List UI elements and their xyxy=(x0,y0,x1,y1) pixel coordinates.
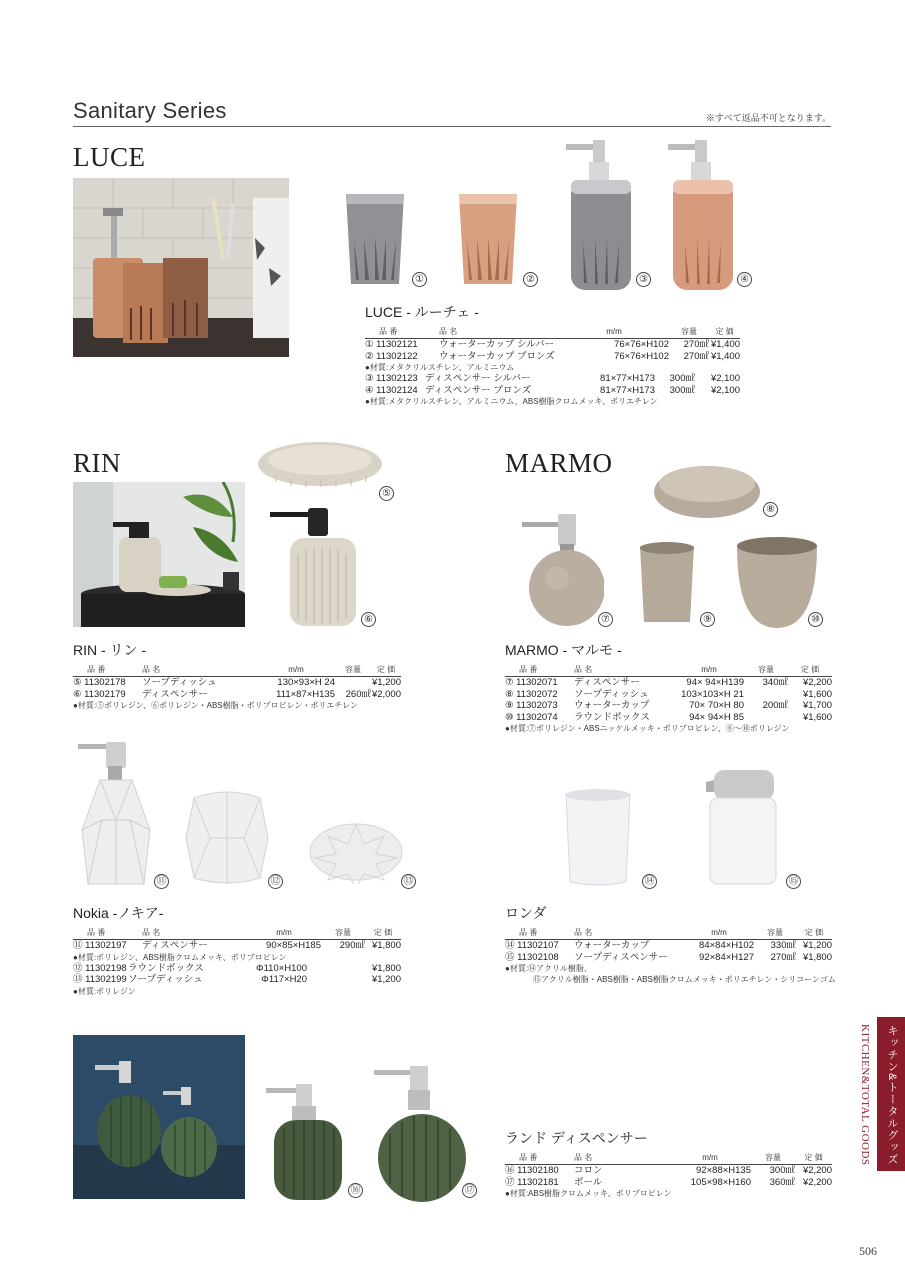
rin-lifestyle-photo xyxy=(73,482,245,627)
cell-price: ¥2,000 xyxy=(371,688,401,700)
cell-code: ⑨ 11302073 xyxy=(505,700,558,711)
header-code: 品 番 xyxy=(365,326,439,339)
item-number-15: ⑮ xyxy=(786,874,801,889)
table-row xyxy=(73,689,401,701)
table-header-row xyxy=(73,927,401,940)
table-row xyxy=(365,385,740,397)
cell-capacity: 330㎖ xyxy=(770,940,796,951)
return-note: ※すべて返品不可となります。 xyxy=(705,113,831,123)
header-code: 品 番 xyxy=(73,664,142,677)
ronda-material-2: ⑮アクリル樹脂・ABS樹脂・ABS樹脂クロムメッキ・ポリエチレン・シリコーンゴム xyxy=(533,975,836,984)
cell-name: ウォーターカップ xyxy=(574,940,650,951)
rin-subtitle: RIN - リン - xyxy=(73,642,147,658)
nokia-spec-table xyxy=(73,927,401,952)
cell-name: ディスペンサー xyxy=(574,677,640,688)
cell-price: ¥1,200 xyxy=(371,677,401,688)
marmo-subtitle: MARMO - マルモ - xyxy=(505,642,622,658)
header-code: 品 番 xyxy=(505,1152,574,1165)
header-capacity: 容量 xyxy=(751,1152,795,1165)
cell-code: ① 11302121 xyxy=(365,339,418,350)
marmo-spec-table xyxy=(505,664,832,723)
rand-lifestyle-photo xyxy=(73,1035,245,1199)
cell-capacity: 270㎖ xyxy=(683,339,709,350)
item-number-14: ⑭ xyxy=(642,874,657,889)
table-row xyxy=(505,1165,832,1177)
cell-price: ¥2,200 xyxy=(802,677,832,688)
cell-code: ⑥ 11302179 xyxy=(73,688,126,700)
cell-name: ウォーターカップ xyxy=(574,700,650,711)
cell-code: ⑮ 11302108 xyxy=(505,951,559,963)
marmo-spec-block xyxy=(505,664,832,734)
marmo-round-box-image xyxy=(734,534,820,628)
marmo-title: MARMO xyxy=(505,448,613,478)
cell-name: ディスペンサー ブロンズ xyxy=(425,384,532,396)
cell-name: ソープディッシュ xyxy=(142,677,217,688)
cell-price: ¥1,200 xyxy=(802,940,832,951)
cell-price: ¥1,400 xyxy=(710,339,740,350)
cell-price: ¥1,700 xyxy=(802,700,832,711)
rand-subtitle: ランド ディスペンサー xyxy=(505,1130,648,1146)
cell-capacity: 270㎖ xyxy=(770,951,796,963)
item-number-5: ⑤ xyxy=(379,486,394,501)
nokia-material-1: ●材質:ポリレジン、ABS樹脂クロムメッキ、ポリプロピレン xyxy=(73,952,287,962)
cell-capacity: 300㎖ xyxy=(669,384,695,396)
luce-dispenser-silver-image xyxy=(563,138,639,294)
table-header-row xyxy=(73,664,401,677)
cell-capacity: 360㎖ xyxy=(769,1176,795,1188)
luce-lifestyle-photo xyxy=(73,178,289,357)
table-header-row xyxy=(505,664,832,677)
table-header-row xyxy=(505,1152,832,1165)
cell-price: ¥1,800 xyxy=(371,940,401,951)
cell-size: 103×103×H 21 xyxy=(681,688,744,700)
cell-code: ⑧ 11302072 xyxy=(505,688,558,700)
category-side-tab xyxy=(877,1017,905,1171)
header-size: m/m xyxy=(669,1152,751,1165)
cell-capacity: 270㎖ xyxy=(683,350,709,362)
item-number-3: ③ xyxy=(636,272,651,287)
header-name: 品 名 xyxy=(574,1152,669,1165)
header-name: 品 名 xyxy=(574,664,674,677)
header-price: 定 価 xyxy=(709,326,740,339)
header-size: m/m xyxy=(559,326,669,339)
page-number: 506 xyxy=(859,1244,877,1258)
item-number-2: ② xyxy=(523,272,538,287)
cell-code: ⑬ 11302199 xyxy=(73,974,127,985)
header-code: 品 番 xyxy=(505,927,574,940)
cell-code: ⑭ 11302107 xyxy=(505,940,559,951)
cell-code: ③ 11302123 xyxy=(365,373,418,384)
cell-size: Φ110×H100 xyxy=(256,962,307,974)
cell-price: ¥1,600 xyxy=(802,711,832,723)
cell-size: 94× 94×H 85 xyxy=(689,711,744,723)
cell-price: ¥2,100 xyxy=(710,384,740,396)
rand-ball-dispenser-image xyxy=(374,1064,470,1204)
cell-name: ディスペンサー xyxy=(142,940,208,951)
rin-material: ●材質:⑤ポリレジン、⑥ポリレジン・ABS樹脂・ポリプロピレン・ポリエチレン xyxy=(73,701,358,710)
cell-capacity: 300㎖ xyxy=(769,1165,795,1176)
cell-capacity xyxy=(335,677,371,689)
cell-code: ⑤ 11302178 xyxy=(73,677,126,688)
header-capacity: 容量 xyxy=(669,326,709,339)
table-row xyxy=(505,952,832,964)
cell-capacity: 300㎖ xyxy=(669,373,695,384)
header-capacity: 容量 xyxy=(744,664,788,677)
cell-code: ② 11302122 xyxy=(365,350,418,362)
header-name: 品 名 xyxy=(439,326,559,339)
marmo-water-cup-image xyxy=(636,540,698,626)
rand-material: ●材質:ABS樹脂クロムメッキ、ポリプロピレン xyxy=(505,1189,672,1198)
marmo-material: ●材質:⑦ポリレジン・ABSニッケルメッキ・ポリプロピレン、⑧〜⑩ポリレジン xyxy=(505,724,790,733)
rin-spec-block xyxy=(73,664,401,711)
cell-capacity: 340㎖ xyxy=(762,677,788,688)
rand-spec-block xyxy=(505,1152,832,1199)
category-tab-label: キッチン&トータルグッズ xyxy=(886,1025,898,1166)
table-row xyxy=(505,700,832,712)
luce-spec-table-2 xyxy=(365,373,740,396)
cell-capacity xyxy=(307,974,351,986)
cell-price: ¥2,100 xyxy=(710,373,740,384)
table-row xyxy=(505,940,832,952)
rand-colon-dispenser-image xyxy=(266,1082,350,1202)
item-number-4: ④ xyxy=(737,272,752,287)
nokia-round-box-image xyxy=(184,790,270,886)
header-name: 品 名 xyxy=(142,664,257,677)
luce-dispenser-bronze-image xyxy=(665,138,741,294)
cell-size: 84×84×H102 xyxy=(699,940,754,951)
cell-size: 105×98×H160 xyxy=(690,1176,751,1188)
cell-code: ⑪ 11302197 xyxy=(73,940,127,951)
ronda-spec-block xyxy=(505,927,836,985)
cell-size: 70× 70×H 80 xyxy=(689,700,744,711)
table-row xyxy=(365,351,740,363)
cell-size: 76×76×H102 xyxy=(614,350,669,362)
cell-capacity xyxy=(744,689,788,701)
cell-code: ⑯ 11302180 xyxy=(505,1165,559,1176)
cell-price: ¥1,800 xyxy=(371,962,401,974)
marmo-soap-dish-image xyxy=(652,456,762,520)
cell-name: ディスペンサー xyxy=(142,688,208,700)
cell-name: ウォーターカップ シルバー xyxy=(439,339,555,350)
cell-code: ④ 11302124 xyxy=(365,384,418,396)
cell-price: ¥2,200 xyxy=(802,1165,832,1176)
ronda-material-1: ●材質:⑭アクリル樹脂、 xyxy=(505,964,592,973)
cell-name: ウォーターカップ ブロンズ xyxy=(439,350,555,362)
cell-name: ラウンドボックス xyxy=(574,711,650,723)
table-row xyxy=(73,677,401,689)
rin-title: RIN xyxy=(73,448,121,478)
table-row xyxy=(73,974,401,986)
luce-spec-table xyxy=(365,326,740,362)
ronda-water-cup-image xyxy=(562,786,634,888)
luce-material-1: ●材質:メタクリルスチレン、アルミニウム xyxy=(365,363,515,372)
table-row xyxy=(365,373,740,385)
cell-price: ¥1,400 xyxy=(710,350,740,362)
luce-spec-block xyxy=(365,326,740,407)
header-capacity: 容量 xyxy=(754,927,796,940)
nokia-spec-table-2 xyxy=(73,963,401,986)
cell-capacity: 290㎖ xyxy=(339,940,365,951)
table-row xyxy=(505,1177,832,1189)
series-title: Sanitary Series xyxy=(73,98,227,123)
cell-name: ボール xyxy=(574,1176,603,1188)
header-price: 定 価 xyxy=(796,927,832,940)
table-row xyxy=(73,940,401,952)
header-name: 品 名 xyxy=(574,927,684,940)
header-price: 定 価 xyxy=(795,1152,832,1165)
rin-dispenser-image xyxy=(270,504,360,628)
item-number-13: ⑬ xyxy=(401,874,416,889)
ronda-subtitle: ロンダ xyxy=(505,905,547,921)
header-capacity: 容量 xyxy=(335,664,371,677)
luce-title: LUCE xyxy=(73,142,146,172)
header-size: m/m xyxy=(684,927,754,940)
header-name: 品 名 xyxy=(142,927,247,940)
header-code: 品 番 xyxy=(505,664,574,677)
rin-spec-table xyxy=(73,664,401,700)
cell-size: Φ117×H20 xyxy=(261,974,307,985)
cell-size: 130×93×H 24 xyxy=(277,677,335,688)
marmo-dispenser-image xyxy=(522,512,604,628)
header-price: 定 価 xyxy=(365,927,401,940)
cell-code: ⑰ 11302181 xyxy=(505,1176,559,1188)
cell-price: ¥1,800 xyxy=(802,951,832,963)
nokia-soap-dish-image xyxy=(308,816,404,884)
cell-size: 90×85×H185 xyxy=(266,940,321,951)
cell-size: 92×84×H127 xyxy=(699,951,754,963)
cell-capacity: 200㎖ xyxy=(762,700,788,711)
cell-size: 81×77×H173 xyxy=(600,384,655,396)
table-row xyxy=(505,712,832,724)
title-rule xyxy=(73,126,831,127)
cell-size: 81×77×H173 xyxy=(600,373,655,384)
rand-spec-table xyxy=(505,1152,832,1188)
item-number-10: ⑩ xyxy=(808,612,823,627)
cell-capacity: 260㎖ xyxy=(345,688,371,700)
cell-name: コロン xyxy=(574,1165,603,1176)
table-header-row xyxy=(505,927,832,940)
cell-name: ラウンドボックス xyxy=(128,962,204,974)
ronda-spec-table xyxy=(505,927,832,963)
cell-size: 92×88×H135 xyxy=(696,1165,751,1176)
nokia-material-2: ●材質:ポリレジン xyxy=(73,986,136,996)
item-number-7: ⑦ xyxy=(598,612,613,627)
item-number-11: ⑪ xyxy=(154,874,169,889)
header-capacity: 容量 xyxy=(321,927,365,940)
cell-code: ⑩ 11302074 xyxy=(505,711,558,723)
luce-cup-silver-image xyxy=(340,190,410,288)
nokia-subtitle: Nokia -ノキア- xyxy=(73,905,164,921)
item-number-12: ⑫ xyxy=(268,874,283,889)
header-size: m/m xyxy=(674,664,744,677)
cell-code: ⑫ 11302198 xyxy=(73,962,127,974)
cell-size: 76×76×H102 xyxy=(614,339,669,350)
header-size: m/m xyxy=(247,927,321,940)
item-number-17: ⑰ xyxy=(462,1183,477,1198)
header-size: m/m xyxy=(257,664,335,677)
header-code: 品 番 xyxy=(73,927,142,940)
cell-capacity xyxy=(307,963,351,975)
nokia-dispenser-image xyxy=(78,740,154,886)
item-number-1: ① xyxy=(412,272,427,287)
item-number-16: ⑯ xyxy=(348,1183,363,1198)
table-header-row xyxy=(365,326,740,339)
cell-price: ¥1,600 xyxy=(802,688,832,700)
item-number-6: ⑥ xyxy=(361,612,376,627)
table-row xyxy=(505,689,832,701)
table-row xyxy=(505,677,832,689)
luce-subtitle: LUCE - ルーチェ - xyxy=(365,304,479,320)
cell-size: 111×87×H135 xyxy=(276,688,335,700)
item-number-9: ⑨ xyxy=(700,612,715,627)
header-price: 定 価 xyxy=(788,664,832,677)
cell-size: 94× 94×H139 xyxy=(686,677,744,688)
rin-soap-dish-image xyxy=(256,436,384,496)
cell-name: ソープディッシュ xyxy=(574,688,649,700)
category-english-label: KITCHEN&TOTAL GOODS xyxy=(859,1024,871,1166)
cell-name: ソープディッシュ xyxy=(128,974,203,985)
table-row xyxy=(365,339,740,351)
luce-material-2: ●材質:メタクリルスチレン、アルミニウム、ABS樹脂クロムメッキ、ポリエチレン xyxy=(365,397,658,406)
luce-cup-bronze-image xyxy=(453,190,523,288)
cell-capacity xyxy=(744,712,788,724)
cell-name: ソープディスペンサー xyxy=(574,951,668,963)
cell-code: ⑦ 11302071 xyxy=(505,677,558,688)
cell-name: ディスペンサー シルバー xyxy=(425,373,531,384)
ronda-soap-dispenser-image xyxy=(704,768,780,888)
cell-price: ¥2,200 xyxy=(802,1176,832,1188)
header-price: 定 価 xyxy=(371,664,401,677)
item-number-8: ⑧ xyxy=(763,502,778,517)
cell-price: ¥1,200 xyxy=(371,974,401,985)
nokia-spec-block xyxy=(73,927,401,997)
table-row xyxy=(73,963,401,975)
